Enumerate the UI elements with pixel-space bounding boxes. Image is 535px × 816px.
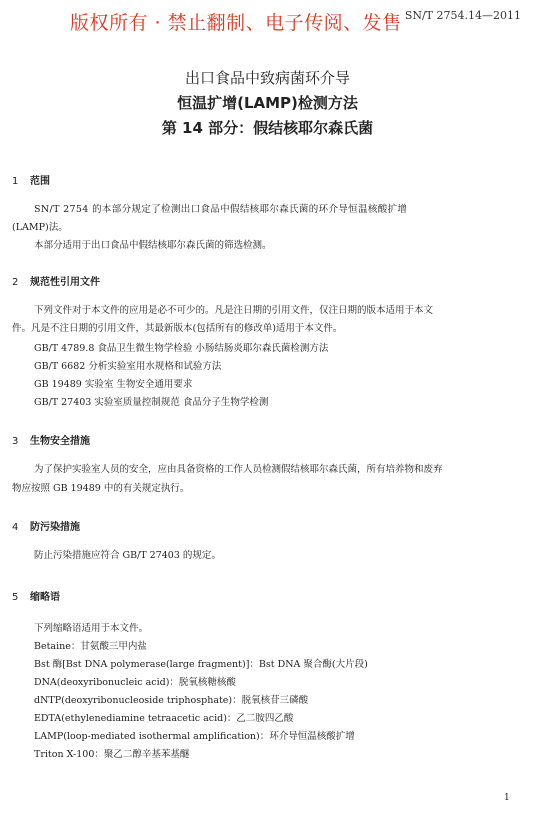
copyright-watermark: 版权所有 · 禁止翻制、电子传阅、发售 — [70, 12, 402, 34]
section-heading-biosafety — [12, 432, 90, 447]
abbreviation-item: Betaine：甘氨酸三甲内盐 — [34, 641, 147, 652]
abbreviation-item: Bst 酶[Bst DNA polymerase(large fragment)]：Bst DNA 聚合酶(大片段) — [34, 659, 368, 670]
section-heading-normative-references — [12, 273, 100, 288]
paragraph-line: 防止污染措施应符合 GB/T 27403 的规定。 — [34, 550, 221, 561]
section-heading-contamination-prevention — [12, 518, 80, 533]
paragraph-line: 本部分适用于出口食品中假结核耶尔森氏菌的筛选检测。 — [34, 240, 272, 251]
section-title: 范围 — [30, 176, 50, 187]
section-title: 缩略语 — [30, 592, 60, 603]
reference-item: GB 19489 实验室 生物安全通用要求 — [34, 379, 193, 390]
abbreviation-item: EDTA(ethylenediamine tetraacetic acid)：乙二胺四乙酸 — [34, 713, 294, 724]
section-heading-abbreviations — [12, 588, 60, 603]
abbreviation-item: DNA(deoxyribonucleic acid)：脱氧核糖核酸 — [34, 677, 236, 688]
paragraph-line: (LAMP)法。 — [12, 222, 68, 233]
reference-item: GB/T 27403 实验室质量控制规范 食品分子生物学检测 — [34, 397, 269, 408]
paragraph-line: 件。凡是不注日期的引用文件，其最新版本(包括所有的修改单)适用于本文件。 — [12, 323, 343, 334]
abbreviation-item: Triton X-100：聚乙二醇辛基苯基醚 — [34, 749, 190, 760]
page-number: 1 — [504, 793, 510, 803]
paragraph-line: 下列文件对于本文件的应用是必不可少的。凡是注日期的引用文件，仅注日期的版本适用于本文 — [34, 305, 434, 316]
section-title: 防污染措施 — [30, 522, 80, 533]
paragraph-line: 为了保护实验室人员的安全，应由具备资格的工作人员检测假结核耶尔森氏菌，所有培养物和废弃 — [34, 464, 443, 475]
section-number: 5 — [12, 592, 19, 603]
section-number: 3 — [12, 436, 19, 447]
section-heading-scope — [12, 172, 50, 187]
reference-item: GB/T 4789.8 食品卫生微生物学检验 小肠结肠炎耶尔森氏菌检测方法 — [34, 343, 329, 354]
section-number: 4 — [12, 522, 19, 533]
abbreviation-item: LAMP(loop-mediated isothermal amplification)：环介导恒温核酸扩增 — [34, 731, 355, 742]
title-line-2: 恒温扩增(LAMP)检测方法 — [177, 94, 358, 112]
section-number: 2 — [12, 277, 19, 288]
standard-number: SN/T 2754.14—2011 — [404, 9, 521, 22]
section-title: 生物安全措施 — [30, 436, 90, 447]
abbreviation-item: dNTP(deoxyribonucleoside triphosphate)：脱氧核苷三磷酸 — [34, 695, 309, 706]
paragraph-line: 物应按照 GB 19489 中的有关规定执行。 — [12, 483, 190, 494]
section-number: 1 — [12, 176, 19, 187]
reference-item: GB/T 6682 分析实验室用水规格和试验方法 — [34, 361, 222, 372]
title-line-3: 第 14 部分：假结核耶尔森氏菌 — [161, 119, 374, 137]
title-line-1: 出口食品中致病菌环介导 — [184, 69, 350, 87]
paragraph-line: SN/T 2754 的本部分规定了检测出口食品中假结核耶尔森氏菌的环介导恒温核酸扩增 — [34, 204, 408, 215]
paragraph-line: 下列缩略语适用于本文件。 — [34, 623, 149, 634]
section-title: 规范性引用文件 — [30, 277, 100, 288]
